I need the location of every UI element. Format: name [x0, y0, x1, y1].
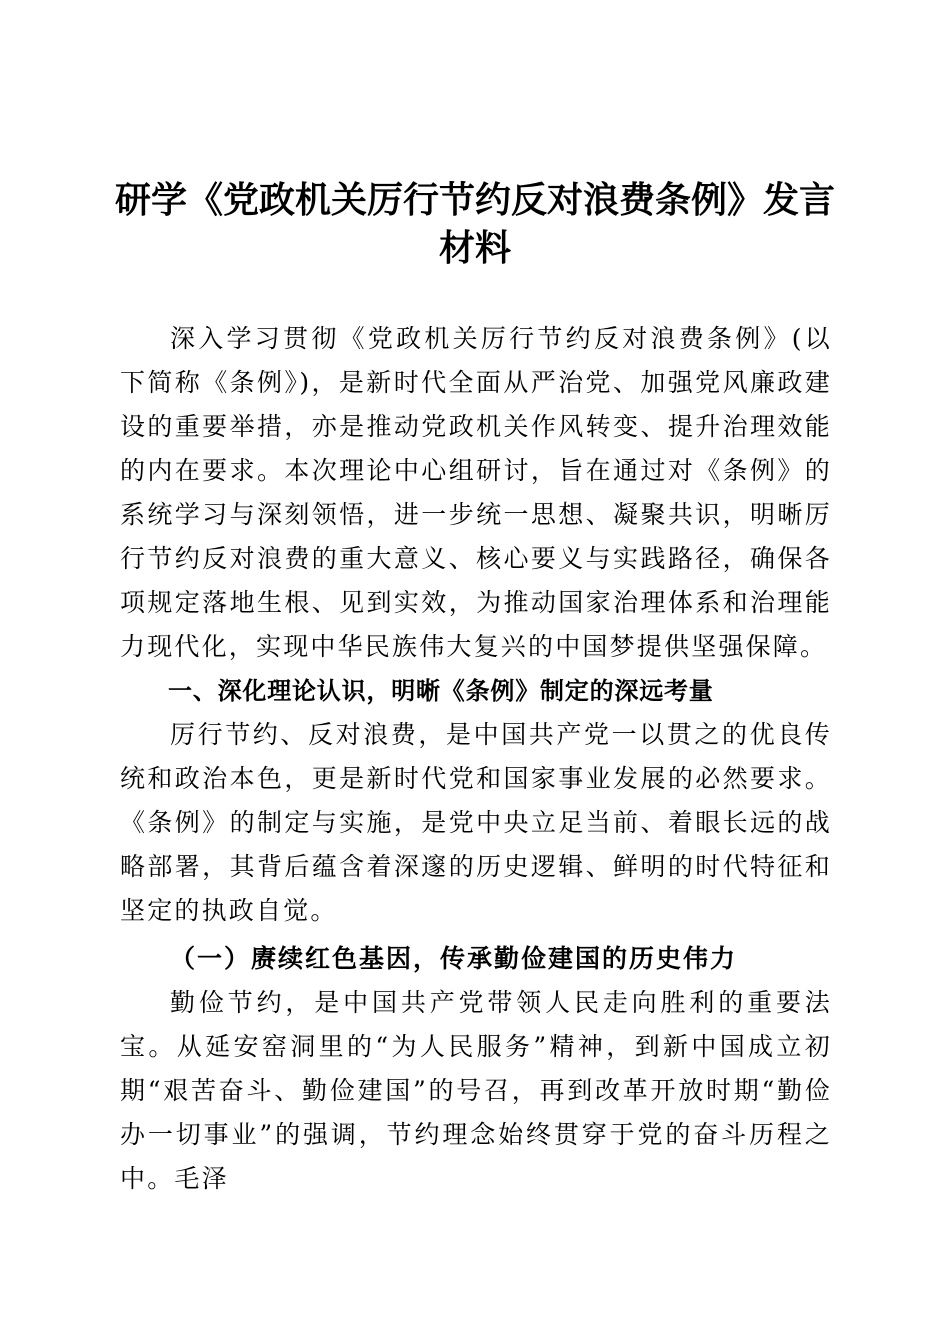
subsection-1-heading: （一）赓续红色基因，传承勤俭建国的历史伟力	[170, 944, 738, 973]
title-line-1: 研学《党政机关厉行节约反对浪费条例》发言	[114, 179, 835, 221]
document-body	[120, 317, 832, 1201]
document-title	[100, 176, 850, 272]
intro-paragraph: 深入学习贯彻《党政机关厉行节约反对浪费条例》(以下简称《条例》)，是新时代全面从严治党、加强党风廉政建设的重要举措，亦是推动党政机关作风转变、提升治理效能的内在要求。本次理论中心组研讨，旨在通过对《条例》的系统学习与深刻领悟，进一步统一思想、凝聚共识，明晰厉行节约反对浪费的重大意义、核心要义与实践路径，确保各项规定落地生根、见到实效，为推动国家治理体系和治理能力现代化，实现中华民族伟大复兴的中国梦提供坚强保障。	[120, 324, 832, 661]
section-1-heading: 一、深化理论认识，明晰《条例》制定的深远考量	[168, 677, 714, 705]
section-1-paragraph: 厉行节约、反对浪费，是中国共产党一以贯之的优良传统和政治本色，更是新时代党和国家事业发展的必然要求。《条例》的制定与实施，是党中央立足当前、着眼长远的战略部署，其背后蕴含着深邃的历史逻辑、鲜明的时代特征和坚定的执政自觉。	[120, 720, 832, 925]
title-line-2: 材料	[438, 227, 511, 269]
subsection-1-paragraph: 勤俭节约，是中国共产党带领人民走向胜利的重要法宝。从延安窑洞里的“为人民服务”精神，到新中国成立初期“艰苦奋斗、勤俭建国”的号召，再到改革开放时期“勤俭办一切事业”的强调，节约理念始终贯穿于党的奋斗历程之中。毛泽	[120, 988, 832, 1193]
